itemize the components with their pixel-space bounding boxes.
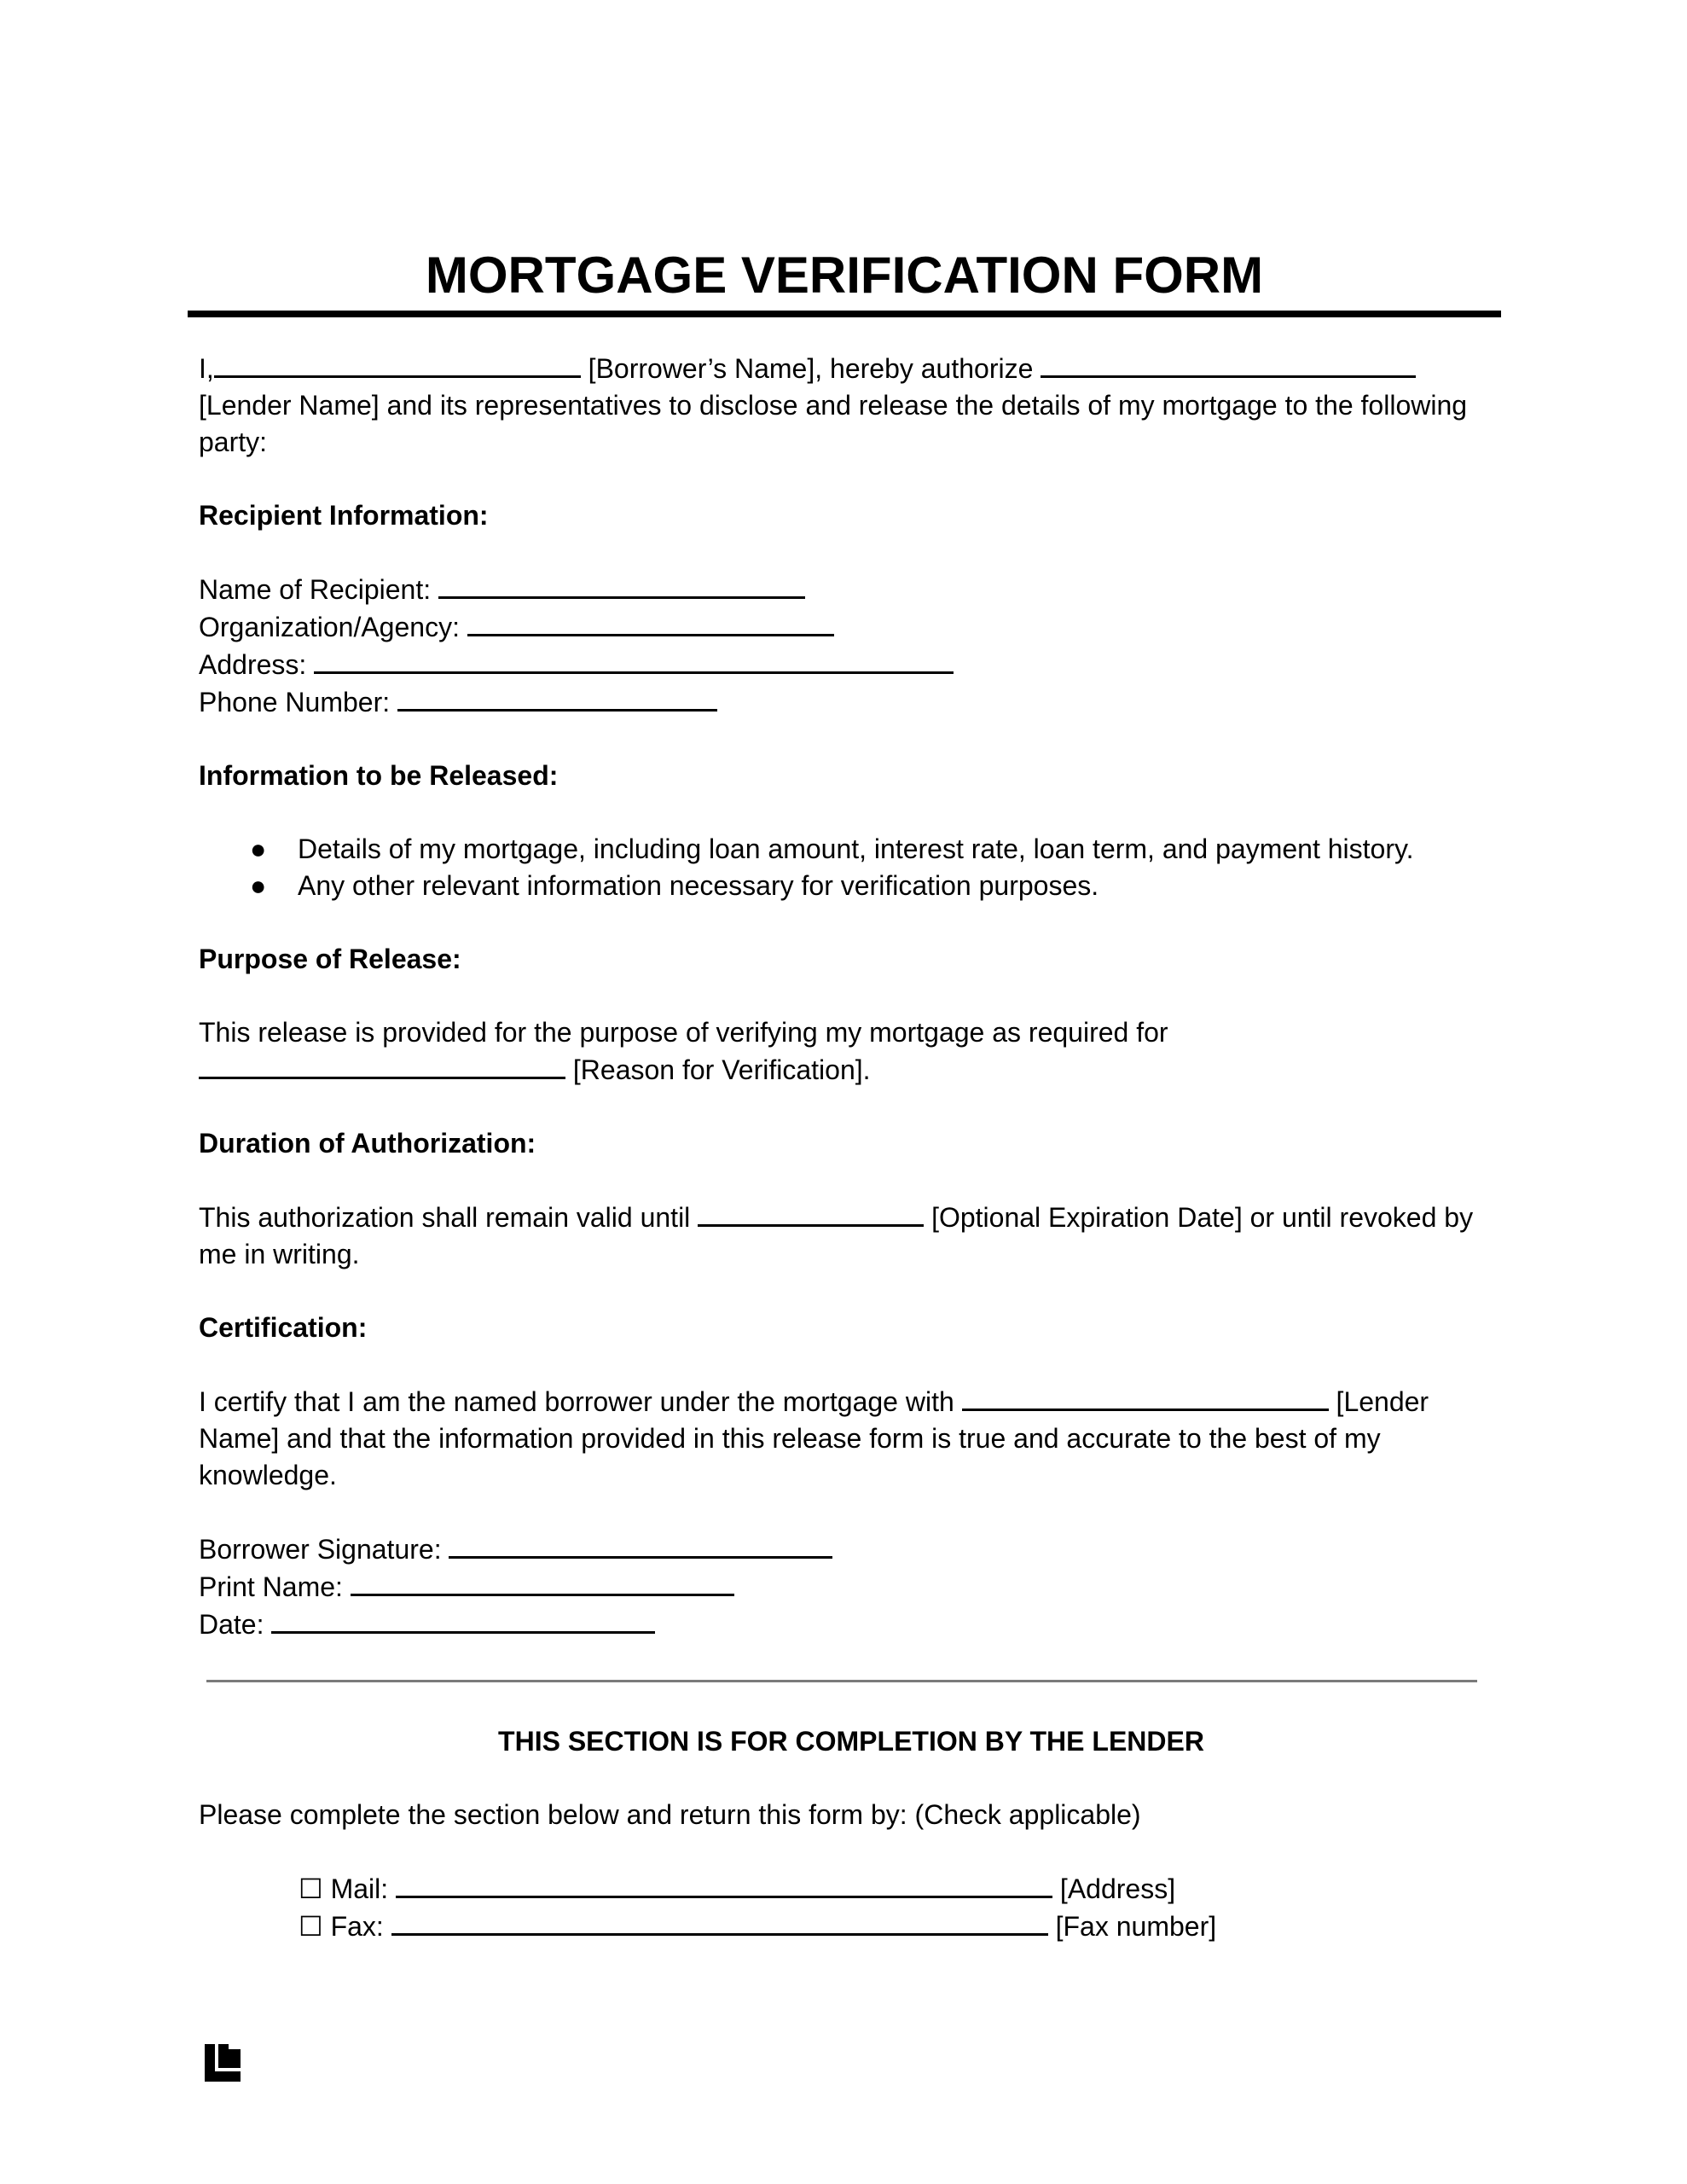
purpose-heading: Purpose of Release:	[199, 944, 461, 974]
date-field[interactable]	[271, 1606, 655, 1634]
list-item	[199, 831, 1504, 868]
intro-borrower-placeholder: [Borrower’s Name], hereby authorize	[588, 353, 1034, 384]
recipient-name-field[interactable]	[438, 571, 805, 599]
recipient-org-field[interactable]	[467, 608, 834, 636]
purpose-reason-label: [Reason for Verification].	[572, 1054, 871, 1085]
intro-line-2: [Lender Name] and its representatives to disclose and release the details of my mortgage to the following	[199, 390, 1468, 421]
date-label: Date:	[199, 1609, 264, 1640]
signature-label: Borrower Signature:	[199, 1534, 442, 1565]
certification-text-2: [Lender	[1336, 1386, 1429, 1417]
mail-label: Mail:	[330, 1873, 389, 1904]
recipient-address-field[interactable]	[314, 646, 954, 674]
mail-suffix: [Address]	[1059, 1873, 1176, 1904]
recipient-address-label: Address:	[199, 649, 307, 680]
lender-instruction: Please complete the section below and return this form by: (Check applicable)	[199, 1799, 1141, 1830]
document-title: MORTGAGE VERIFICATION FORM	[425, 247, 1264, 304]
fax-suffix: [Fax number]	[1055, 1911, 1217, 1942]
duration-text-2: [Optional Expiration Date] or until revoked by	[931, 1202, 1474, 1233]
borrower-signature-field[interactable]	[449, 1531, 832, 1559]
lender-section-body	[199, 1797, 1504, 1945]
fax-option-row	[199, 1908, 1504, 1945]
certification-heading: Certification:	[199, 1312, 368, 1343]
intro-prefix: I,	[199, 353, 214, 384]
recipient-address-row	[199, 646, 1504, 683]
recipient-name-row	[199, 571, 1504, 608]
recipient-phone-label: Phone Number:	[199, 687, 391, 717]
lender-name-field[interactable]	[1041, 350, 1416, 378]
print-name-row	[199, 1568, 1504, 1606]
duration-heading: Duration of Authorization:	[199, 1128, 536, 1159]
mail-address-field[interactable]	[396, 1870, 1052, 1898]
bullet-icon: ●	[250, 870, 267, 901]
list-item-text: Any other relevant information necessary for verification purposes.	[298, 870, 1099, 901]
duration-text-1: This authorization shall remain valid until	[199, 1202, 691, 1233]
intro-line-1	[199, 350, 1504, 387]
mail-option-row	[199, 1870, 1504, 1908]
recipient-org-label: Organization/Agency:	[199, 612, 460, 642]
purpose-line-2	[199, 1051, 1504, 1089]
section-divider	[206, 1680, 1477, 1682]
purpose-line-1: This release is provided for the purpose of verifying my mortgage as required for	[199, 1017, 1168, 1048]
list-item-text: Details of my mortgage, including loan amount, interest rate, loan term, and payment history.	[298, 834, 1414, 864]
lender-section-heading: THIS SECTION IS FOR COMPLETION BY THE LENDER	[498, 1726, 1204, 1757]
fax-number-field[interactable]	[391, 1908, 1048, 1936]
signature-row	[199, 1531, 1504, 1568]
expiration-date-field[interactable]	[698, 1199, 924, 1227]
recipient-phone-field[interactable]	[397, 683, 717, 712]
mail-checkbox-icon[interactable]: ☐	[299, 1873, 323, 1904]
duration-line-2: me in writing.	[199, 1239, 360, 1269]
borrower-name-field[interactable]	[214, 350, 581, 378]
duration-line-1	[199, 1199, 1504, 1236]
recipient-phone-row	[199, 683, 1504, 721]
date-row	[199, 1606, 1504, 1643]
release-info-heading: Information to be Released:	[199, 760, 559, 791]
bullet-icon: ●	[250, 834, 267, 864]
certification-lender-field[interactable]	[962, 1383, 1329, 1411]
certification-line-2: Name] and that the information provided in this release form is true and accurate to the best of my	[199, 1423, 1381, 1454]
list-item	[199, 868, 1504, 904]
reason-field[interactable]	[199, 1051, 565, 1079]
recipient-heading: Recipient Information:	[199, 500, 489, 531]
certification-line-1	[199, 1383, 1504, 1420]
print-name-field[interactable]	[351, 1568, 734, 1596]
print-name-label: Print Name:	[199, 1571, 343, 1602]
brand-logo-icon	[205, 2044, 241, 2082]
intro-line-3: party:	[199, 427, 268, 457]
title-underline	[188, 311, 1501, 317]
certification-text-1: I certify that I am the named borrower under the mortgage with	[199, 1386, 954, 1417]
release-info-list	[199, 831, 1504, 904]
fax-label: Fax:	[330, 1911, 384, 1942]
recipient-name-label: Name of Recipient:	[199, 574, 432, 605]
certification-line-3: knowledge.	[199, 1460, 337, 1490]
document-body	[199, 350, 1504, 1643]
fax-checkbox-icon[interactable]: ☐	[299, 1911, 323, 1942]
recipient-org-row	[199, 608, 1504, 646]
